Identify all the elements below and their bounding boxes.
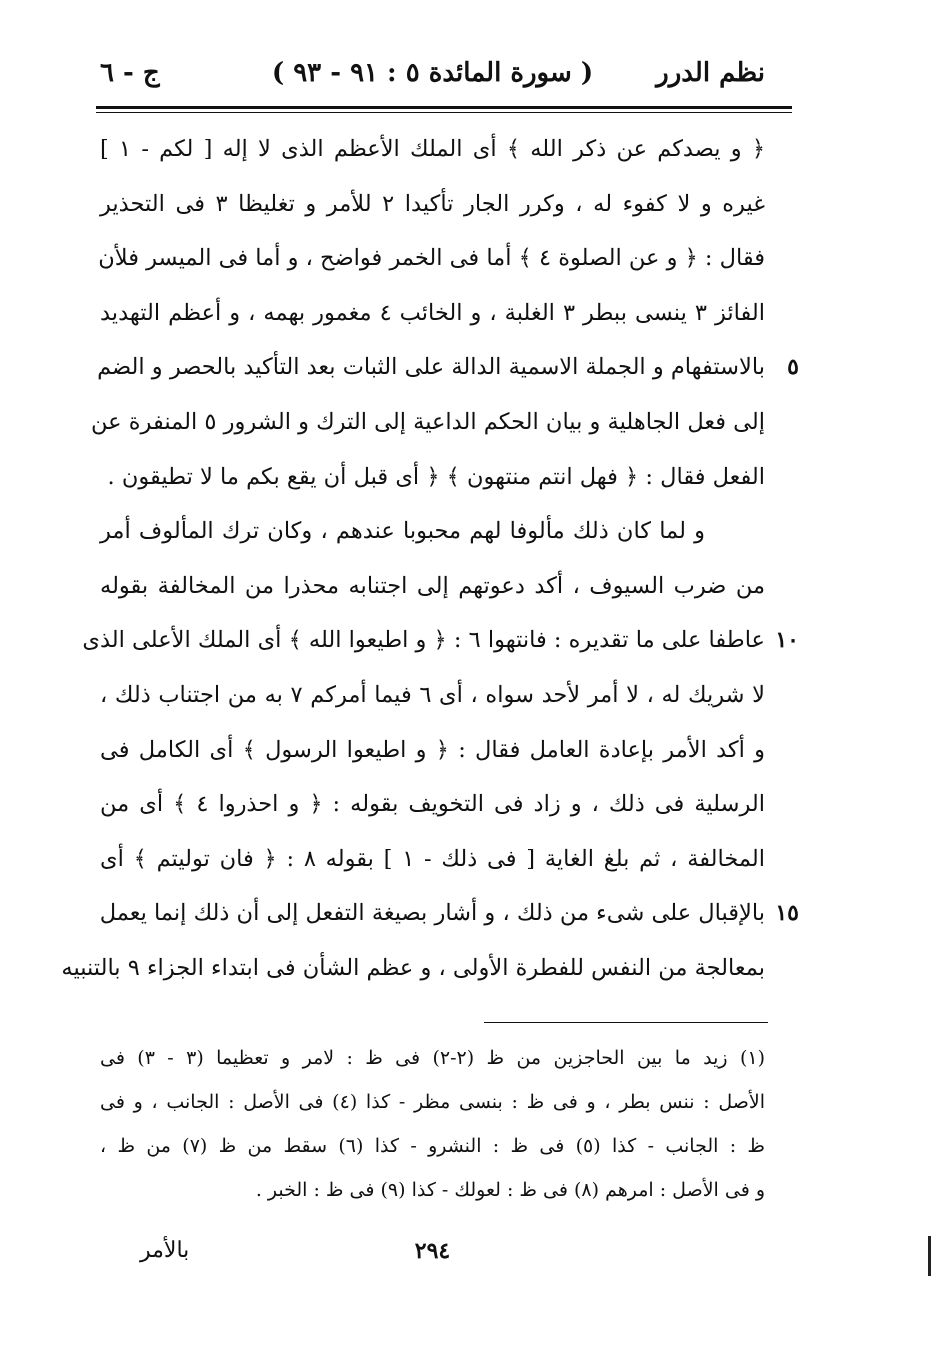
- line-text: فقال : ﴿ و عن الصلوة ٤ ﴾ أما فى الخمر فواضح ، و أما فى الميسر فلأن: [98, 245, 765, 272]
- line-number: ١٥: [775, 900, 799, 927]
- volume-number: ج - ٦: [100, 58, 160, 88]
- text-line: [82, 613, 799, 668]
- text-line: [100, 777, 765, 832]
- line-text: الرسلية فى ذلك ، و زاد فى التخويف بقوله : ﴿ و احذروا ٤ ﴾ أى من: [100, 791, 765, 818]
- line-text: غيره و لا كفوء له ، وكرر الجار تأكيدا ٢ للأمر و تغليظا ٣ فى التحذير: [100, 190, 766, 217]
- line-text: الفائز ٣ ينسى ببطر ٣ الغلبة ، و الخائب ٤ مغمور بهمه ، و أعظم التهديد: [100, 299, 765, 326]
- text-line: [100, 504, 765, 559]
- line-text: لا شريك له ، لا أمر لأحد سواه ، أى ٦ فيما أمركم ٧ به من اجتناب ذلك ،: [100, 681, 765, 708]
- text-line: [61, 941, 765, 996]
- text-line: [100, 122, 765, 177]
- text-line: [100, 286, 765, 341]
- text-line: [100, 668, 765, 723]
- line-text: المخالفة ، ثم بلغ الغاية [ فى ذلك - ١ ] بقوله ٨ : ﴿ فان توليتم ﴾ أى: [100, 845, 766, 872]
- line-text: ﴿ و يصدكم عن ذكر الله ﴾ أى الملك الأعظم الذى لا إله [ لكم - ١ ]: [100, 136, 766, 162]
- footnotes: [100, 1036, 765, 1212]
- page-number: ٢٩٤: [414, 1238, 451, 1264]
- line-text: بمعالجة من النفس للفطرة الأولى ، و عظم الشأن فى ابتداء الجزاء ٩ بالتنبيه: [61, 954, 765, 981]
- catchword: بالأمر: [140, 1238, 190, 1263]
- line-text: بالاستفهام و الجملة الاسمية الدالة على الثبات بعد التأكيد بالحصر و الضم: [97, 354, 765, 381]
- book-title: نظم الدرر: [656, 58, 765, 88]
- main-text: [61, 122, 799, 996]
- surah-reference: ( سورة المائدة ٥ : ٩١ - ٩٣ ): [271, 58, 594, 88]
- line-number: ٥: [787, 354, 799, 381]
- line-text: و أكد الأمر بإعادة العامل فقال : ﴿ و اطيعوا الرسول ﴾ أى الكامل فى: [100, 736, 765, 763]
- footnote-line: و فى الأصل : امرهم (٨) فى ظ : لعولك - كذا (٩) فى ظ : الخبر .: [255, 1179, 765, 1201]
- text-line: [100, 231, 765, 286]
- footnote-separator: [484, 1022, 768, 1023]
- footnote-line: (١) زيد ما بين الحاجزين من ظ (٢-٢) فى ظ : لامر و تعظيما (٣ - ٣) فى: [100, 1047, 766, 1069]
- header-rule-thin: [96, 112, 792, 113]
- text-line: [97, 340, 799, 395]
- line-text: الفعل فقال : ﴿ فهل انتم منتهون ﴾ ﴿ أى قبل أن يقع بكم ما لا تطيقون .: [107, 463, 765, 490]
- text-line: [100, 559, 765, 614]
- footnote-line: ظ : الجانب - كذا (٥) فى ظ : النشرو - كذا (٦) سقط من ظ (٧) من ظ ،: [100, 1135, 765, 1157]
- footnote-line: الأصل : ننس بطر ، و فى ظ : بنسى مظر - كذا (٤) فى الأصل : الجانب ، و فى: [100, 1091, 765, 1113]
- line-text: عاطفا على ما تقديره : فانتهوا ٦ : ﴿ و اطيعوا الله ﴾ أى الملك الأعلى الذى: [82, 627, 765, 654]
- page-footer: [100, 1238, 765, 1274]
- text-line: [100, 832, 765, 887]
- line-text: إلى فعل الجاهلية و بيان الحكم الداعية إلى الترك و الشرور ٥ المنفرة عن: [91, 408, 765, 435]
- header-rule: [96, 106, 792, 109]
- text-line: [91, 395, 765, 450]
- text-line: [99, 886, 799, 941]
- line-text: بالإقبال على شىء من ذلك ، و أشار بصيغة التفعل إلى أن ذلك إنما يعمل: [99, 900, 765, 927]
- line-number: ١٠: [775, 627, 799, 654]
- line-text: و لما كان ذلك مألوفا لهم محبوبا عندهم ، وكان ترك المألوف أمر: [100, 518, 705, 545]
- text-line: [100, 177, 765, 232]
- line-text: من ضرب السيوف ، أكد دعوتهم إلى اجتنابه محذرا من المخالفة بقوله: [100, 572, 765, 599]
- text-line: [100, 723, 765, 778]
- running-header: [100, 58, 765, 98]
- text-line: [100, 450, 765, 505]
- scan-edge-mark: [928, 1236, 931, 1276]
